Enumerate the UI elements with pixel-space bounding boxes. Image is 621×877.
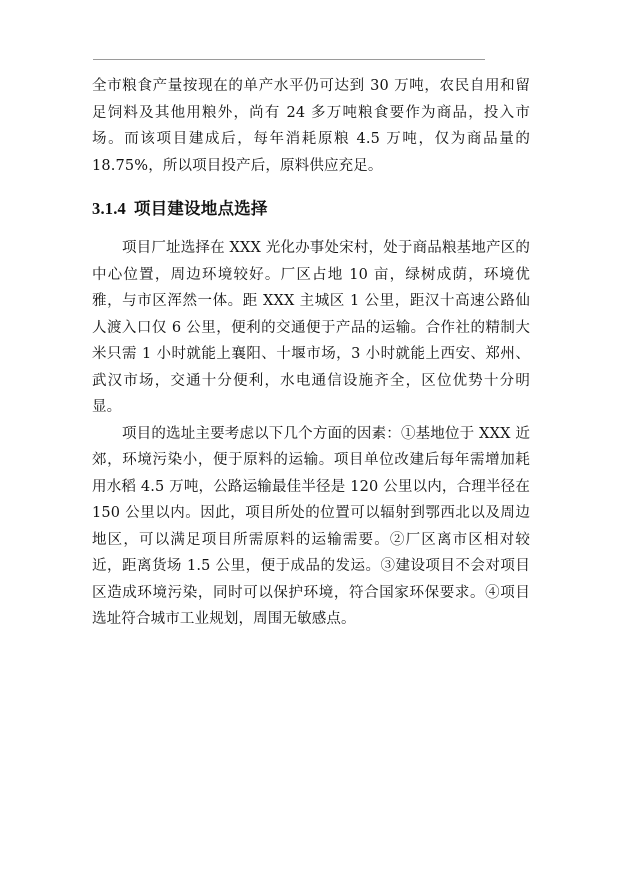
section-number: 3.1.4 (92, 199, 126, 218)
document-body (92, 73, 530, 633)
section-heading (92, 196, 530, 222)
paragraph-site-factors: 项目的选址主要考虑以下几个方面的因素：①基地位于 XXX 近郊，环境污染小，便于原料的运输。项目单位改建后每年需增加耗用水稻 4.5 万吨，公路运输最佳半径是 120 公里以内，合理半径在 150 公里以内。因此，项目所处的位置可以辐射到鄂西北以及周边地区，可以满足项目所需原料的运输需要。②厂区离市区相对较近，距离货场 1.5 公里，便于成品的发运。③建设项目不会对项目区造成环境污染，同时可以保护环境，符合国家环保要求。④项目选址符合城市工业规划，周围无敏感点。 (92, 425, 530, 627)
paragraph-grain-supply: 全市粮食产量按现在的单产水平仍可达到 30 万吨，农民自用和留足饲料及其他用粮外，尚有 24 多万吨粮食要作为商品，投入市场。而该项目建成后，每年消耗原粮 4.5 万吨，仅为商品量的 18.75%，所以项目投产后，原料供应充足。 (92, 78, 530, 174)
section-title: 项目建设地点选择 (133, 199, 268, 218)
header-rule (93, 59, 485, 60)
paragraph-site-location: 项目厂址选择在 XXX 光化办事处宋村，处于商品粮基地产区的中心位置，周边环境较好。厂区占地 10 亩，绿树成荫，环境优雅，与市区浑然一体。距 XXX 主城区 1 公里，距汉十高速公路仙人渡入口仅 6 公里，便利的交通便于产品的运输。合作社的精制大米只需 1 小时就能上襄阳、十堰市场，3 小时就能上西安、郑州、武汉市场，交通十分便利，水电通信设施齐全，区位优势十分明显。 (92, 240, 530, 415)
